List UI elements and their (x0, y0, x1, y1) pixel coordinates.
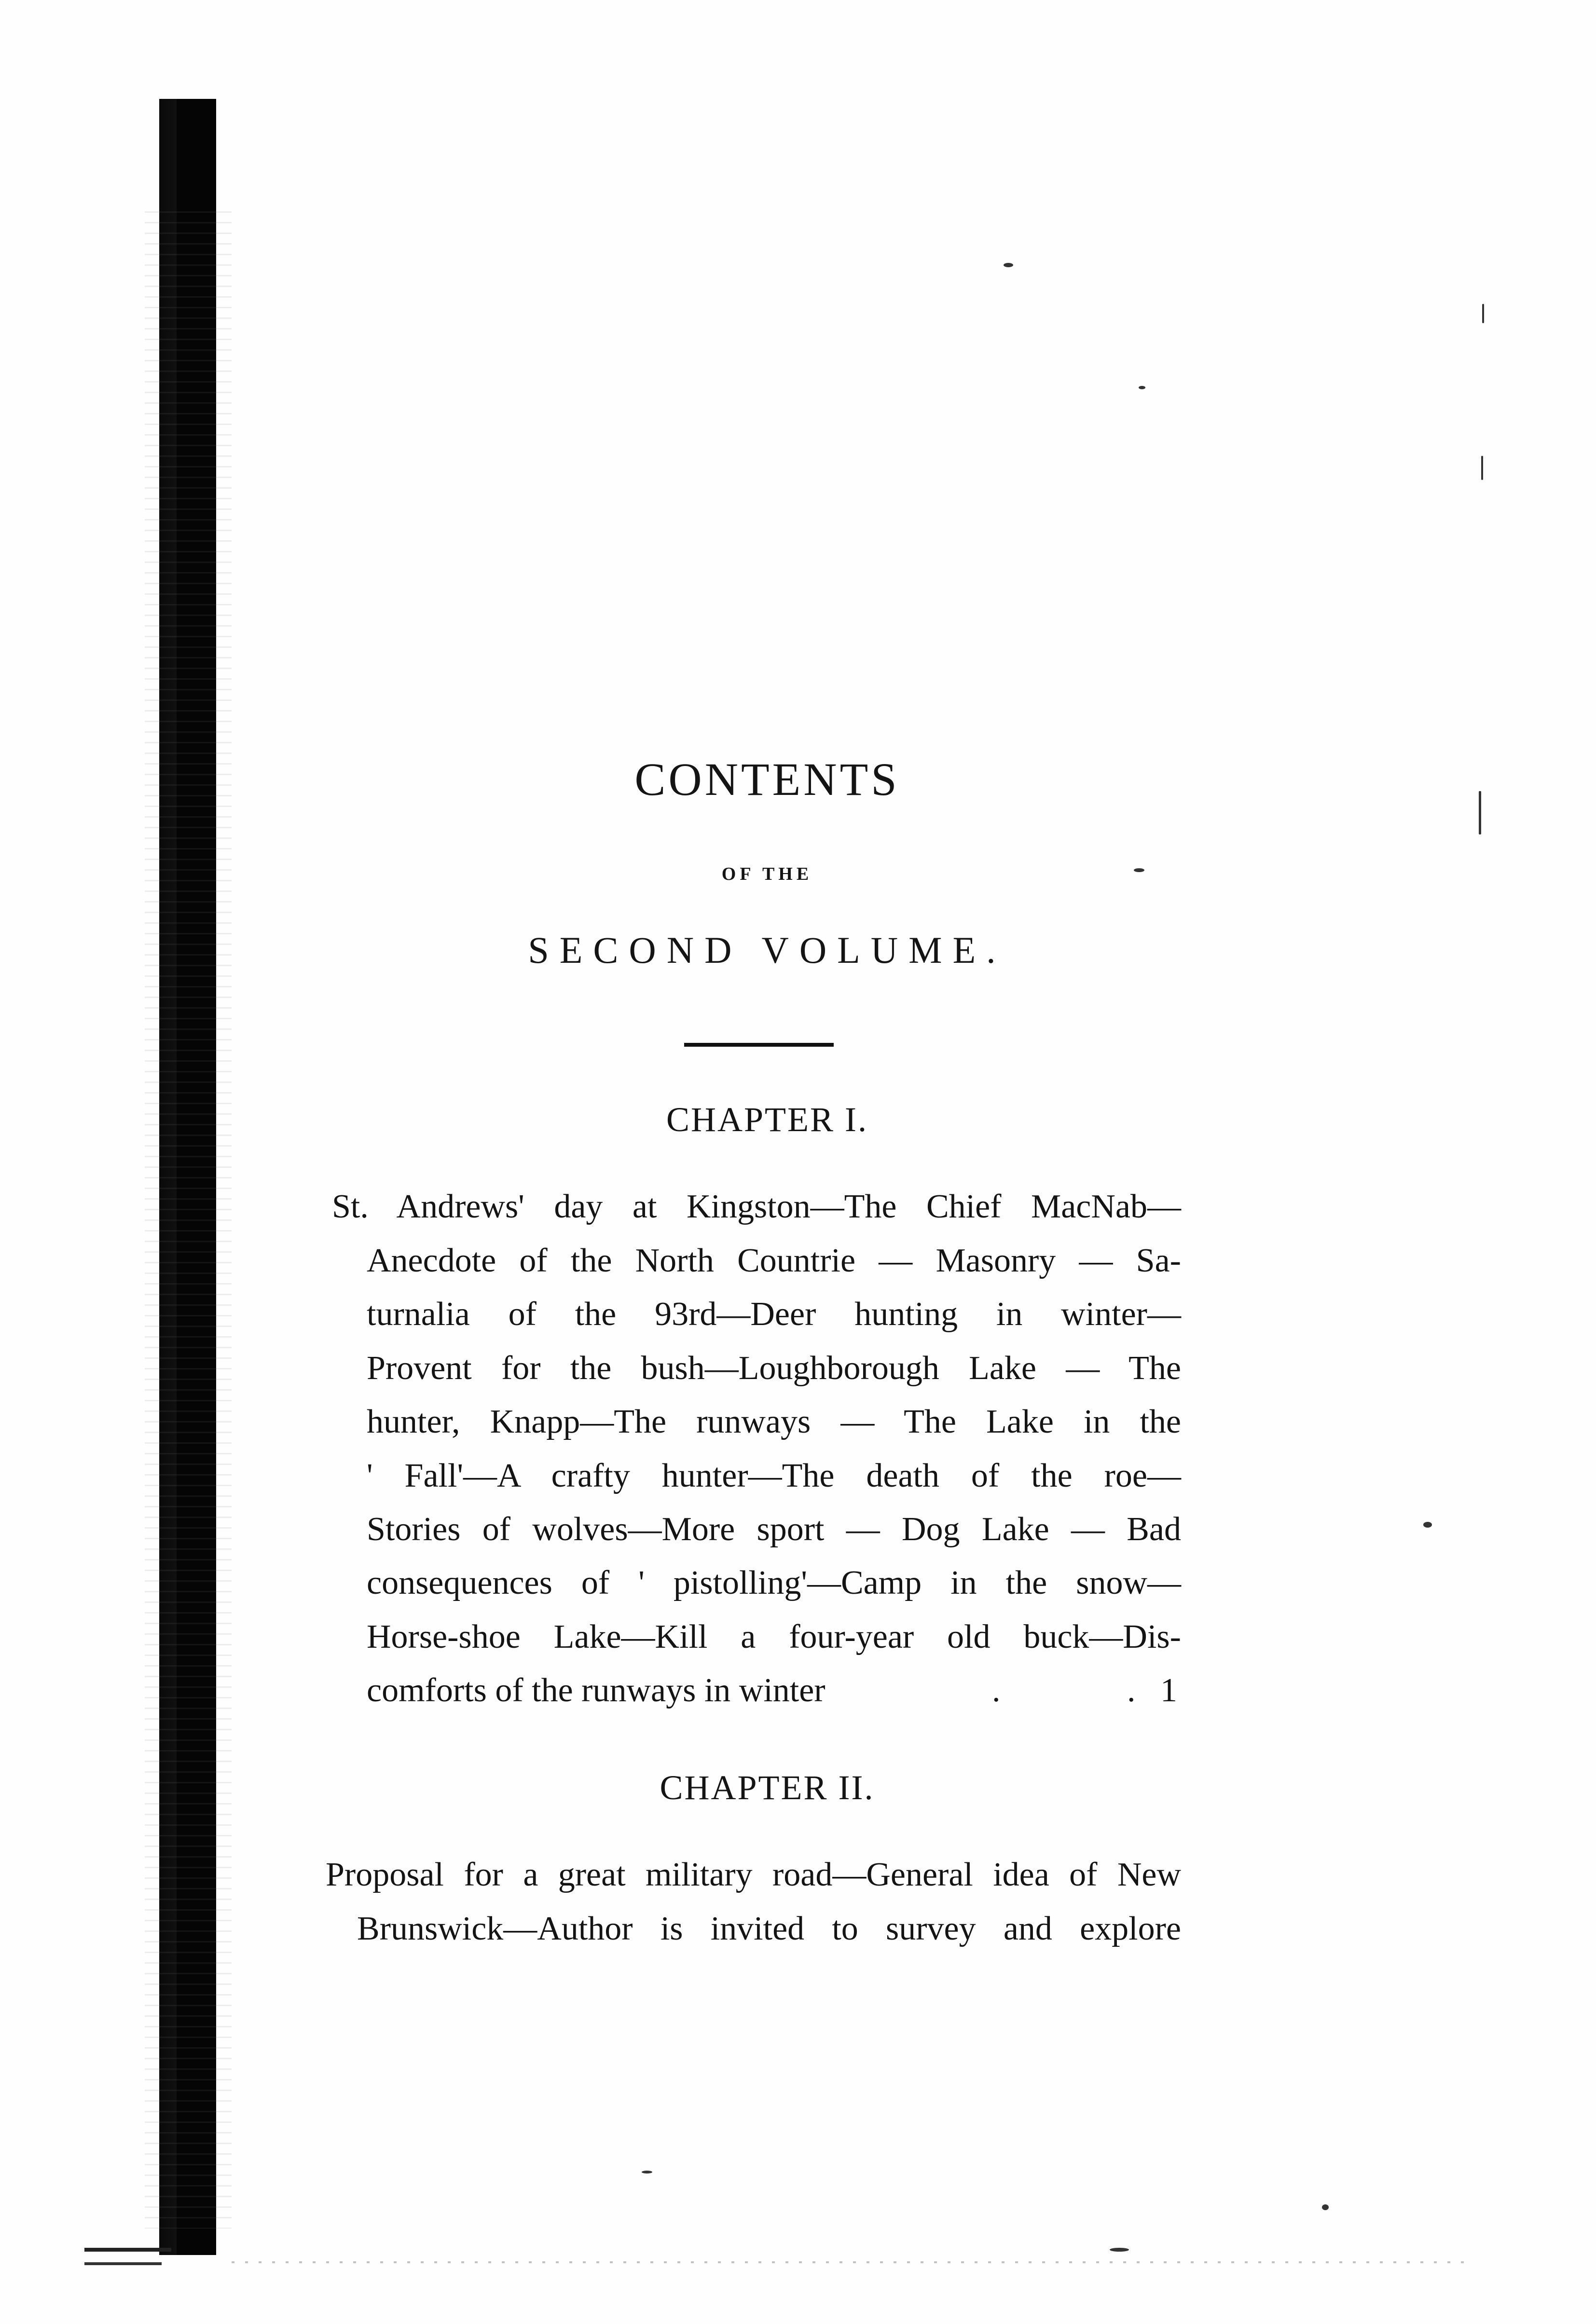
contents-title: CONTENTS (634, 753, 900, 805)
title-rule (684, 1043, 834, 1047)
scan-speck (1004, 263, 1013, 267)
chapter-summary-line: Provent for the bush—Loughborough Lake — The (367, 1350, 1181, 1387)
scan-speck (1423, 1522, 1432, 1528)
chapter-summary-line: hunter, Knapp—The runways — The Lake in the (367, 1403, 1181, 1440)
chapter-summary-line: comforts of the runways in winter (367, 1672, 826, 1709)
chapter-summary-line: St. Andrews' day at Kingston—The Chief MacNab— (332, 1188, 1181, 1225)
chapter-summary-last-line (367, 1670, 1181, 1711)
chapter-summary-line: Anecdote of the North Countrie — Masonry — Sa- (367, 1242, 1181, 1279)
scan-speck (1110, 2248, 1129, 2252)
bottom-edge-noise (232, 2261, 1467, 2263)
page-corner-mark-lower (84, 2262, 162, 2265)
chapter-heading: CHAPTER II. (660, 1768, 875, 1807)
scan-speck (1479, 791, 1481, 834)
scan-speck (1139, 386, 1145, 389)
scan-speck (1481, 456, 1483, 480)
scan-speck (1482, 304, 1484, 323)
chapter-summary-line: ' Fall'—A crafty hunter—The death of the roe— (367, 1457, 1181, 1494)
chapter-summary-line: Stories of wolves—More sport — Dog Lake — Bad (367, 1511, 1181, 1548)
volume-title: SECOND VOLUME. (528, 929, 1006, 971)
leader-dot: . (992, 1672, 1001, 1709)
page-corner-mark (84, 2248, 171, 2252)
chapter-heading: CHAPTER I. (666, 1100, 868, 1139)
contents-subtitle-of-the: OF THE (721, 864, 813, 884)
leader-dot: . (1127, 1672, 1136, 1709)
scan-speck (642, 2171, 652, 2174)
page-number: 1 (1160, 1672, 1177, 1709)
chapter-summary-line: Proposal for a great military road—General idea of New (326, 1856, 1181, 1893)
chapter-summary-line: consequences of ' pistolling'—Camp in the snow— (367, 1564, 1181, 1601)
chapter-summary-line: turnalia of the 93rd—Deer hunting in winter— (367, 1296, 1181, 1333)
binding-scan-noise (145, 203, 232, 2228)
scan-speck (1322, 2204, 1329, 2210)
chapter-summary-line: Brunswick—Author is invited to survey and explore (357, 1910, 1181, 1947)
chapter-summary-line: Horse-shoe Lake—Kill a four-year old buck—Dis- (367, 1618, 1181, 1655)
